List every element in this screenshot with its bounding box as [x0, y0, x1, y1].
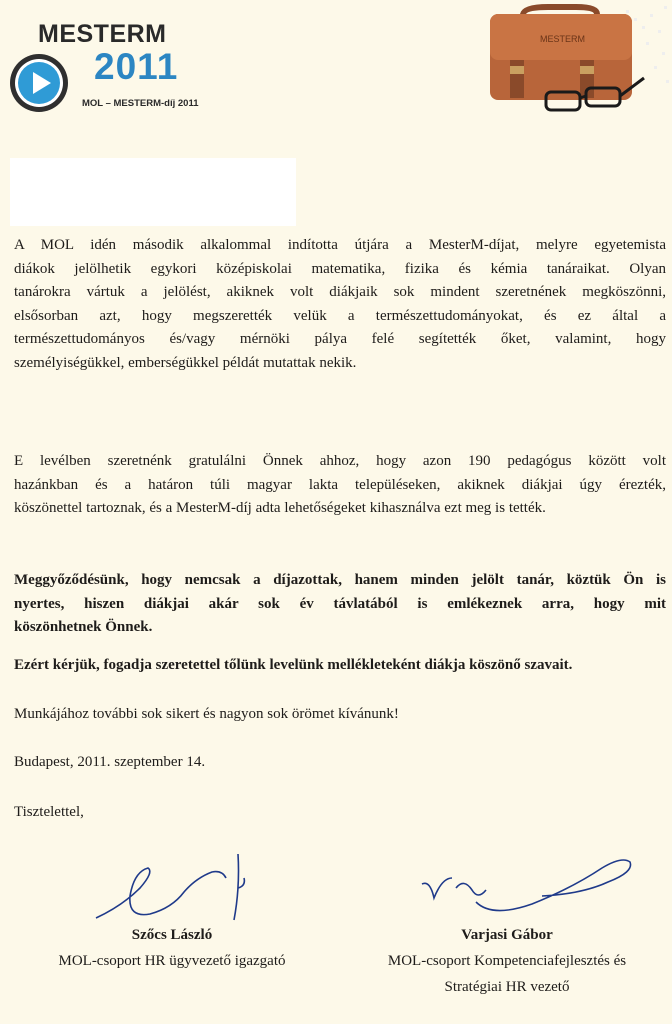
text-line: tanárokra vártuk a jelölést, akiknek volt diákjaik sok mindent szeretnének megköszönni,: [14, 284, 666, 300]
signer-title: MOL-csoport HR ügyvezető igazgató: [58, 953, 286, 969]
text-line: diákok jelölhetik egykori középiskolai matematika, fizika és kémia tanáraikat. Olyan: [14, 260, 666, 277]
mesterm-logo: [8, 10, 208, 115]
closing-text: Tisztelettel,: [14, 804, 84, 820]
signer-name: Varjasi Gábor: [461, 927, 553, 943]
paragraph-congratulation: [14, 450, 666, 521]
text-line: elsősorban azt, hogy megszerették velük a természettudományokat, és ez által a: [14, 307, 666, 324]
text-line: köszönhetnek Önnek.: [14, 619, 153, 635]
logo-title: MESTERM: [38, 20, 167, 48]
text-line: természettudományos és/vagy mérnöki pálya felé segítették őket, valamint, hogy: [14, 331, 666, 347]
logo-subtitle: MOL – MESTERM-díj 2011: [82, 98, 199, 109]
text-line: nyertes, hiszen diákjai akár sok év távlatából is emlékeznek arra, hogy mit: [14, 595, 666, 612]
signer-block-szocs: [22, 922, 322, 974]
text-line: Meggyőződésünk, hogy nemcsak a díjazottak, hanem minden jelölt tanár, köztük Ön is: [14, 572, 666, 588]
briefcase-and-glasses-icon: [476, 0, 672, 130]
paragraph-wishes: [14, 703, 666, 727]
closing-line: [14, 801, 666, 825]
play-icon: [8, 52, 70, 114]
signature-szocs: [88, 848, 268, 932]
paragraph-request: [14, 654, 666, 678]
text-line: Munkájához további sok sikert és nagyon sok örömet kívánunk!: [14, 706, 399, 722]
signature-varjasi: [412, 848, 642, 928]
text-line: köszönettel tartoznak, és a MesterM-díj adta lehetőségeket kihasználva ezt meg is tették.: [14, 500, 546, 516]
paragraph-intro: [14, 234, 666, 375]
text-line: hazánkban és a határon túli magyar lakta településeken, akiknek diákjai úgy érezték,: [14, 476, 666, 493]
date-line: [14, 751, 666, 775]
text-line: E levélben szeretnénk gratulálni Önnek ahhoz, hogy azon 190 pedagógus között volt: [14, 453, 666, 469]
paragraph-conviction: [14, 569, 666, 640]
signer-name: Szőcs László: [131, 927, 213, 943]
recipient-address-redacted: [10, 158, 296, 226]
signer-block-varjasi: [352, 922, 662, 1000]
signer-title-line-1: MOL-csoport Kompetenciafejlesztés és: [387, 953, 627, 969]
logo-year: 2011: [94, 46, 179, 87]
svg-text:MESTERM: MESTERM: [540, 34, 585, 44]
date-text: Budapest, 2011. szeptember 14.: [14, 754, 206, 770]
text-line: A MOL idén második alkalommal indította útjára a MesterM-díjat, melyre egyetemista: [14, 237, 666, 253]
text-line: személyiségükkel, emberségükkel példát mutattak nekik.: [14, 354, 357, 371]
signer-title-line-2: Stratégiai HR vezető: [444, 979, 570, 995]
text-line: Ezért kérjük, fogadja szeretettel tőlünk levelünk mellékleteként diákja köszönő szavait.: [14, 657, 573, 673]
